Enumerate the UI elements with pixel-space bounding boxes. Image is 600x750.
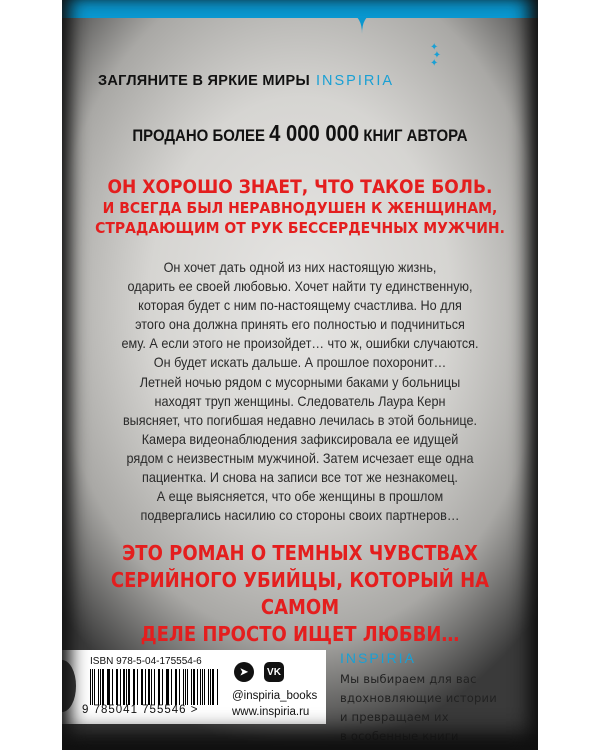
barcode-bar bbox=[179, 669, 180, 705]
publisher-name: INSPIRIA bbox=[340, 650, 416, 666]
blurb-line: ему. А если этого не произойдет… что ж, ошибки случаются. bbox=[121, 336, 479, 352]
barcode-bar bbox=[204, 669, 205, 705]
barcode-bar bbox=[175, 669, 176, 705]
barcode-bar bbox=[148, 669, 150, 705]
barcode-bar bbox=[167, 669, 169, 705]
blurb-line: подвергались насилию со стороны своих партнеров… bbox=[140, 508, 460, 524]
barcode-bar bbox=[112, 669, 113, 705]
barcode-bar bbox=[162, 669, 163, 705]
publisher-block bbox=[340, 650, 497, 746]
tagline-line: СТРАДАЮЩИМ ОТ РУК БЕССЕРДЕЧНЫХ МУЖЧИН. bbox=[95, 219, 505, 237]
barcode-bar bbox=[134, 669, 135, 705]
barcode-bar bbox=[100, 669, 101, 705]
barcode-bar bbox=[123, 669, 125, 705]
isbn-text: ISBN 978-5-04-175554-6 bbox=[90, 656, 202, 667]
blurb-line: которая будет с ним по-настоящему счастлива. Но для bbox=[138, 298, 462, 314]
barcode-bar bbox=[212, 669, 213, 705]
barcode-bar bbox=[94, 669, 95, 705]
barcode-bar bbox=[200, 669, 201, 705]
vk-icon[interactable]: VK bbox=[264, 662, 284, 682]
blurb-line: Он хочет дать одной из них настоящую жизнь, bbox=[163, 260, 437, 275]
publisher-line: Мы выбираем для вас bbox=[340, 672, 477, 686]
barcode-bar bbox=[128, 669, 129, 705]
brand-name: INSPIRIA bbox=[316, 73, 395, 89]
blurb-line: этого она должна принять его полностью и подчиниться bbox=[135, 317, 465, 333]
blurb-line: находят труп женщины. Следователь Лаура Керн bbox=[154, 393, 446, 409]
barcode-bar bbox=[98, 669, 99, 705]
sparkle-icon: ✦ ✦ ✦ bbox=[430, 42, 442, 69]
blurb-line: Камера видеонаблюдения зафиксировала ее идущей bbox=[141, 431, 459, 447]
tagline-line: ЭТО РОМАН О ТЕМНЫХ ЧУВСТВАХ bbox=[122, 541, 478, 565]
barcode-bar bbox=[117, 669, 118, 705]
blurb-line: рядом с неизвестным мужчиной. Затем исчезает еще одна bbox=[126, 450, 474, 466]
barcode-bar bbox=[158, 669, 159, 705]
publisher-line: в особенные книги bbox=[340, 729, 459, 743]
barcode-bar bbox=[120, 669, 121, 705]
publisher-line: и превращаем их bbox=[340, 710, 449, 724]
barcode-bar bbox=[191, 669, 192, 705]
barcode-bar bbox=[210, 669, 211, 705]
barcode-bar bbox=[183, 669, 184, 705]
barcode-bar bbox=[137, 669, 138, 705]
barcode-bar bbox=[107, 669, 108, 705]
website-link[interactable]: www.inspiria.ru bbox=[232, 706, 310, 718]
tagline-line: И ВСЕГДА БЫЛ НЕРАВНОДУШЕН К ЖЕНЩИНАМ, bbox=[102, 199, 498, 217]
barcode-panel bbox=[62, 650, 326, 724]
barcode-bar bbox=[108, 669, 109, 705]
lead-line bbox=[98, 73, 394, 89]
barcode-bar bbox=[142, 669, 143, 705]
barcode-bar bbox=[202, 669, 203, 705]
barcode-bar bbox=[185, 669, 186, 705]
barcode-bar bbox=[159, 669, 160, 705]
social-icons bbox=[234, 662, 284, 682]
social-links bbox=[232, 688, 317, 720]
band-notch bbox=[350, 14, 374, 34]
blurb-line: одарить ее своей любовью. Хочет найти ту единственную, bbox=[127, 279, 473, 295]
sold-prefix: ПРОДАНО БОЛЕЕ bbox=[132, 126, 265, 145]
social-handle[interactable]: @inspiria_books bbox=[232, 690, 318, 702]
blurb-line: выясняет, что погибшая недавно лечилась в этой больнице. bbox=[122, 412, 478, 428]
blurb-line: Он будет искать дальше. А прошлое похоронит… bbox=[153, 355, 447, 371]
blurb-line: пациентка. И снова на записи все тот же незнакомец. bbox=[142, 470, 458, 486]
tagline-line: СЕРИЙНОГО УБИЙЦЫ, КОТОРЫЙ НА САМОМ bbox=[110, 568, 490, 619]
barcode-bar bbox=[141, 669, 142, 705]
publisher-line: вдохновляющие истории bbox=[340, 691, 497, 705]
barcode-bar bbox=[217, 669, 218, 705]
barcode-bar bbox=[126, 669, 127, 705]
sold-suffix: КНИГ АВТОРА bbox=[363, 126, 468, 145]
panel-notch bbox=[62, 660, 76, 712]
barcode-digits: 9 785041 755546 > bbox=[82, 704, 199, 716]
barcode-bar bbox=[176, 669, 177, 705]
barcode-bar bbox=[197, 669, 198, 705]
barcode-bar bbox=[133, 669, 134, 705]
blurb-line: Летней ночью рядом с мусорными баками у больницы bbox=[139, 374, 461, 390]
barcode-bar bbox=[208, 669, 209, 705]
barcode-bar bbox=[90, 669, 91, 705]
tagline-line: ДЕЛЕ ПРОСТО ИЩЕТ ЛЮБВИ… bbox=[140, 622, 460, 646]
lead-text: ЗАГЛЯНИТЕ В ЯРКИЕ МИРЫ bbox=[98, 73, 310, 89]
barcode-bar bbox=[151, 669, 152, 705]
barcode-bar bbox=[92, 669, 93, 705]
barcode-bar bbox=[193, 669, 195, 705]
tagline-bottom bbox=[86, 540, 514, 648]
book-back-cover bbox=[62, 0, 538, 750]
barcode-bar bbox=[187, 669, 188, 705]
barcode-bar bbox=[145, 669, 146, 705]
barcode-bar bbox=[166, 669, 167, 705]
barcode-bar bbox=[154, 669, 155, 705]
blurb bbox=[92, 258, 508, 525]
barcode-bar bbox=[116, 669, 117, 705]
sales-claim bbox=[91, 120, 510, 147]
tagline-line: ОН ХОРОШО ЗНАЕТ, ЧТО ТАКОЕ БОЛЬ. bbox=[107, 176, 493, 198]
barcode-bar bbox=[102, 669, 104, 705]
top-blue-band bbox=[62, 0, 538, 18]
barcode-bar bbox=[171, 669, 172, 705]
sold-count: 4 000 000 bbox=[269, 120, 360, 146]
blurb-line: А еще выясняется, что обе женщины в прошлом bbox=[156, 489, 444, 505]
tagline-top bbox=[86, 176, 514, 238]
barcode bbox=[90, 669, 218, 705]
telegram-icon[interactable]: ➤ bbox=[234, 662, 254, 682]
